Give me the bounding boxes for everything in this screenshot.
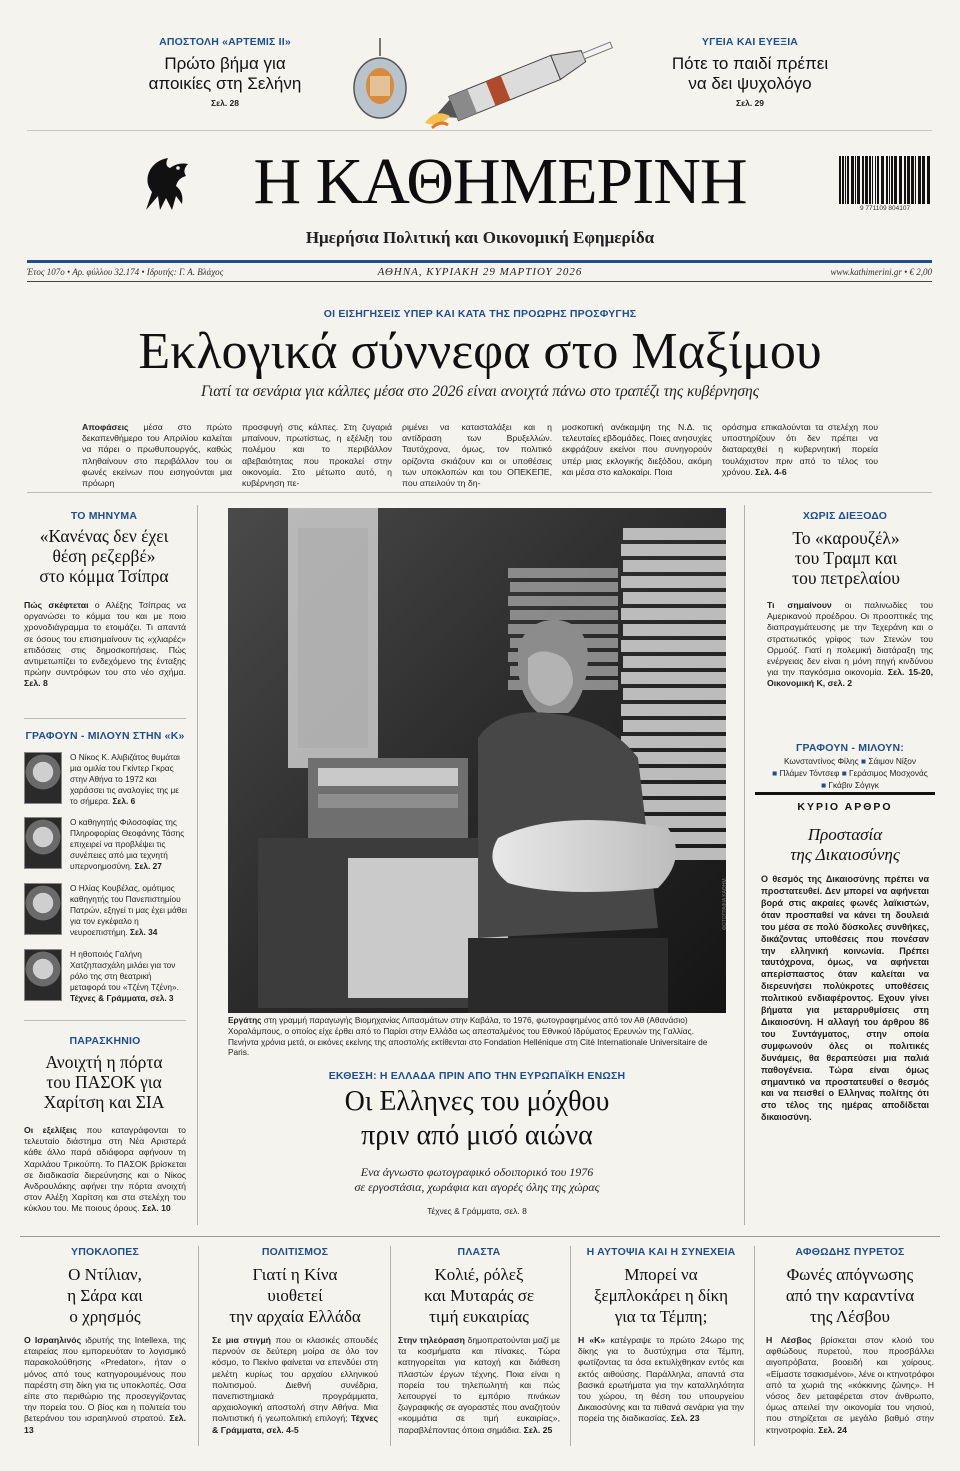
right-writer-5: Γκάβιν Σόγιγκ <box>828 780 879 790</box>
bottom-2-headline-line3: την αρχαία Ελλάδα <box>229 1307 361 1326</box>
barcode-bar <box>894 156 897 204</box>
barcode-bar <box>869 156 871 204</box>
backstage-headline[interactable] <box>20 1052 188 1112</box>
bottom-5-text: βρίσκεται στον κλοιό του αφθώδους πυρετού, που προσβάλλει αιγοπρόβατα, βοοειδή και χοίρους. «Είμαστε τσακισμένοι», λένε οι κτηνοτρόφοι από τα χωριά της «κόκκινης ζώνης». Η νόσος δεν μεταφέρεται στον άνθρωπο, όμως απειλεί την οικονομία του νησιού, που στηρίζεται σε μεγάλο βαθμό στην κτηνοτροφία. <box>766 1335 934 1435</box>
right-writer-2: Σάιμον Νίξον <box>868 756 917 766</box>
msg-ref: Σελ. 8 <box>24 678 48 689</box>
msg-headline[interactable] <box>20 526 188 586</box>
barcode-bar <box>851 156 854 204</box>
msg-headline-line3: στο κόμμα Τσίπρα <box>39 566 169 587</box>
promo-left-kicker: ΑΠΟΣΤΟΛΗ «ΑΡΤΕΜΙΣ ΙΙ» <box>159 36 291 48</box>
barcode-bar <box>877 156 879 204</box>
spacecraft-illustration <box>340 28 630 138</box>
center-subtitle-line1: Ενα άγνωστο φωτογραφικό οδοιπορικό του 1976 <box>360 1165 594 1179</box>
bottom-3-headline <box>398 1264 560 1327</box>
bottom-2-kicker: ΠΟΛΙΤΙΣΜΟΣ <box>261 1246 329 1258</box>
bottom-3-headline-line2: και Μυταράς σε <box>423 1286 535 1305</box>
backstage-body-lead: Οι εξελίξεις <box>24 1125 77 1135</box>
barcode-bar <box>847 156 849 204</box>
barcode-bar <box>842 156 844 204</box>
center-headline-line1: Οι Ελληνες του μόχθου <box>344 1086 610 1117</box>
bottom-4-body <box>578 1335 744 1435</box>
writer-2-text[interactable] <box>70 817 188 875</box>
editorial-headline-line2: της Δικαιοσύνης <box>790 844 900 864</box>
bottom-2-headline <box>212 1264 378 1327</box>
center-ref: Τέχνες & Γράμματα, σελ. 8 <box>427 1206 527 1216</box>
bottom-5-headline <box>766 1264 934 1327</box>
barcode-bar <box>918 156 921 204</box>
lead-divider <box>27 492 932 493</box>
writer-1-text[interactable] <box>70 752 188 810</box>
bottom-1-text: ιδρυτής της Intellexa, της εταιρείας που εμπορευόταν το λογισμικό παρακολούθησης «Predator», ήταν ο μόνος από τους κατηγορουμένους που παρέστη στη δίκη για τις υποκλοπές. Οσα είπε στο περιθώριο της προσεγγίζοντας την πορεία του. Ο βίος και η πολιτεία του βετεράνου του ισραηλινού στρατού. <box>24 1335 186 1424</box>
barcode-bar <box>881 156 884 204</box>
writer-2-body: Ο καθηγητής Φιλοσοφίας της Πληροφορίας Θεοφάνης Τάσης επιχειρεί να προβλέψει τις συνέπειες από μια τεχνητή υπερνοημοσύνη. <box>70 817 185 871</box>
msg-headline-line1: «Κανένας δεν έχει <box>39 526 169 546</box>
msg-headline-line2: θέση ρεζερβέ» <box>52 546 156 567</box>
bottom-1-lead: Ο Ισραηλινός <box>24 1335 82 1345</box>
writer-3-body: Ο Ηλίας Κουβέλας, ομότιμος καθηγητής του Πανεπιστημίου Πατρών, εξηγεί τι μας έχει μάθει για τον εγκέφαλο η νευροεπιστήμη. <box>70 883 187 937</box>
trump-headline[interactable] <box>762 528 930 588</box>
trump-headline-line3: του πετρελαίου <box>792 568 900 589</box>
right-writers-kicker: ΓΡΑΦΟΥΝ - ΜΙΛΟΥΝ: <box>796 742 904 754</box>
barcode-bar <box>855 156 856 204</box>
lead-col-1-lead: Αποφάσεις <box>82 422 129 432</box>
bottom-3-headline-line3: τιμή ευκαιρίας <box>429 1307 529 1326</box>
bottom-divider <box>20 1236 940 1237</box>
backstage-ref: Σελ. 10 <box>142 1203 171 1214</box>
photo-caption-lead: Εργάτης <box>228 1015 262 1025</box>
editorial-kicker: ΚΥΡΙΟ ΑΡΘΡΟ <box>797 801 893 813</box>
center-kicker: ΕΚΘΕΣΗ: Η ΕΛΛΑΔΑ ΠΡΙΝ ΑΠΟ ΤΗΝ ΕΥΡΩΠΑΪΚΗ ΕΝΩΣΗ <box>328 1070 626 1082</box>
bottom-separator-2 <box>390 1246 391 1446</box>
bottom-3-lead: Στην τηλεόραση <box>398 1335 465 1345</box>
barcode-bar <box>915 156 916 204</box>
bottom-5-headline-line1: Φωνές απόγνωσης <box>786 1265 914 1284</box>
bottom-5-kicker: ΑΦΘΩΔΗΣ ΠΥΡΕΤΟΣ <box>795 1246 905 1258</box>
barcode-bar <box>891 156 893 204</box>
msg-body-text: ο Αλέξης Τσίπρας να οργανώσει το κόμμα του και με ποιο χρονοδιάγραμμα το ετοιμάζει. Τι απαντά σε όσους του επισημαίνουν τις «χλιαρές» επιδόσεις στις δημοσκοπήσεις. Πώς αντιμετωπίζει το ενδεχόμενο της ένταξης πρώην συντρόφων του στο νέο σχήμα. <box>24 600 186 678</box>
bottom-5-headline-line3: της Λέσβου <box>810 1307 890 1326</box>
writer-3-ref: Σελ. 34 <box>130 927 158 937</box>
bottom-1-headline-line1: Ο Ντίλιαν, <box>68 1265 142 1284</box>
left-column-separator <box>197 505 198 1225</box>
editorial-box[interactable] <box>755 792 935 1197</box>
masthead-rule-thick <box>27 260 932 263</box>
promo-left-title-line1: Πρώτο βήμα για <box>164 54 286 73</box>
barcode-bar <box>907 156 910 204</box>
msg-kicker: ΤΟ ΜΗΝΥΜΑ <box>70 510 138 522</box>
bottom-4-text: κατέγραψε το πρώτο 24ωρο της δίκης για το δυστύχημα στα Τέμπη, φωτίζοντας τα όσα εκτυλίχθηκαν εντός και εκτός αιθούσης. Παράλληλα, απαντά στα βασικά ερωτήματα για την καταλληλότητα του χώρου, τη θέση του υπουργείου Δικαιοσύνης και τα πιθανά σενάρια για την πορεία της διαδικασίας. <box>578 1335 744 1424</box>
center-subtitle-line2: σε εργοστάσια, χωράφια και αγορές όλης της χώρας <box>354 1180 600 1194</box>
barcode-icon <box>838 156 932 204</box>
lead-col-4 <box>562 422 712 484</box>
center-headline[interactable] <box>228 1085 726 1153</box>
griffin-logo-icon <box>138 152 196 214</box>
writer-1-ref: Σελ. 6 <box>112 796 136 806</box>
lead-col-5-text: ορόσημα επικαλούνται τα στελέχη που υποστηρίζουν ότι δεν πρέπει να διαταραχθεί η κυβερνητική πορεία τουλάχιστον πριν από το τέλος του χρόνου. <box>722 422 878 477</box>
promo-left[interactable] <box>110 36 340 121</box>
bottom-2-headline-line2: υιοθετεί <box>267 1286 323 1305</box>
right-writers-list: Κωνσταντίνος Φίλης ■ Σάιμον Νίξον ■ Πλάμεν Τόντσεφ ■ Γεράσιμος Μοσχονάς ■ Γκάβιν Σόγιγκ <box>772 756 928 790</box>
barcode-bar <box>875 156 876 204</box>
bottom-4-headline <box>578 1264 744 1327</box>
backstage-kicker: ΠΑΡΑΣΚΗΝΙΟ <box>69 1035 141 1047</box>
edition-date: ΑΘΗΝΑ, ΚΥΡΙΑΚΗ 29 ΜΑΡΤΙΟΥ 2026 <box>377 266 583 278</box>
writer-4-photo <box>24 949 62 1001</box>
bottom-story-2[interactable] <box>212 1246 378 1446</box>
bottom-2-lead: Σε μια στιγμή <box>212 1335 271 1345</box>
bottom-4-headline-line3: για τα Τέμπη; <box>614 1307 708 1326</box>
promo-left-ref: Σελ. 28 <box>210 98 240 109</box>
edition-info: Έτος 107ο • Αρ. φύλλου 32.174 • Ιδρυτής: Γ. Α. Βλάχος <box>27 267 224 277</box>
barcode-bar <box>899 156 902 204</box>
trump-body <box>767 600 933 692</box>
backstage-headline-line3: Χαρίτση και ΣΙΑ <box>43 1092 165 1113</box>
bottom-5-body <box>766 1335 934 1435</box>
barcode-bar <box>845 156 846 204</box>
bottom-2-ref: Τέχνες & Γράμματα, σελ. 4-5 <box>212 1413 378 1435</box>
trump-headline-line1: Το «καρουζέλ» <box>792 528 900 548</box>
promo-right[interactable] <box>640 36 860 121</box>
promo-right-title-line1: Πότε το παιδί πρέπει <box>671 54 829 73</box>
bottom-1-headline <box>24 1264 186 1327</box>
lead-headline[interactable]: Εκλογικά σύννεφα στο Μαξίμου <box>138 323 822 380</box>
barcode-bar <box>911 156 914 204</box>
bottom-story-1[interactable] <box>24 1246 186 1446</box>
bottom-2-text: που οι κλασικές σπουδές περνούν σε δεύτερη μοίρα σε όλο τον κόσμο, το Πεκίνο φαίνεται να επενδύει στη μελέτη κυρίως του αρχαίου ελληνικού πολιτισμού. Διεθνή συνέδρια, πανεπιστημιακά προγράμματα, αρχαιολογική αποστολή στην Αθήνα. Μια πολιτιστική ή γεωπολιτική επιλογή; <box>212 1335 378 1424</box>
lead-col-3-text: ριμένει να κατασταλάξει και η αντίδραση των Βρυξελλών. Ταυτόχρονα, όμως, τον πολιτικό ορίζοντα σκιάζουν και οι υποθέσεις των υποκλοπών και του ΟΠΕΚΕΠΕ, που απειλούν τη δη- <box>402 422 552 489</box>
bottom-3-text: δημοπρατούνται μαζί με τα κοσμήματα και πίνακες. Τώρα κατηγορείται για κατοχή και διάθεση πλαστών έργων τέχνης. Ποια είναι η πορεία του τηλεπωλητή και πώς λειτουργεί το εμπόριο πινάκων ζωγραφικής σε αγοραστές που αναζητούν «κομμάτια σε τιμή ευκαιρίας», παραβλέποντας όποια σημάδια. <box>398 1335 561 1435</box>
msg-body-lead: Πώς σκέφτεται <box>24 600 89 610</box>
factory-worker-photo[interactable] <box>228 508 726 1013</box>
bottom-1-body <box>24 1335 186 1435</box>
bottom-2-body <box>212 1335 378 1435</box>
bottom-4-lead: Η «Κ» <box>578 1335 606 1345</box>
bottom-story-4[interactable] <box>578 1246 744 1446</box>
barcode-bar <box>865 156 868 204</box>
writer-3-photo <box>24 883 62 935</box>
masthead-subtitle: Ημερήσια Πολιτική και Οικονομική Εφημερίδα <box>305 228 655 247</box>
trump-body-text: οι παλινωδίες του Αμερικανού προέδρου. Οι προοπτικές της διαπραγμάτευσης με την Τεχεράνη και ο στρατιωτικός γρίφος των Στενών του Ορμούζ. Γιατί η πολεμική διατάραξη της ενέργειας δεν είναι η μόνη πηγή κινδύνου για την παγκόσμια οικονομία. <box>767 600 934 678</box>
writers-kicker: ΓΡΑΦΟΥΝ - ΜΙΛΟΥΝ ΣΤΗΝ «Κ» <box>25 730 185 742</box>
bottom-4-headline-line2: ξεμπλοκάρει η δίκη <box>593 1286 729 1305</box>
barcode-bar <box>857 156 860 204</box>
barcode-bar <box>872 156 873 204</box>
writer-4-ref: Τέχνες & Γράμματα, σελ. 3 <box>70 993 174 1003</box>
editorial-headline-line1: Προστασία <box>807 825 883 844</box>
website-price[interactable]: www.kathimerini.gr • € 2,00 <box>830 267 932 277</box>
center-subtitle <box>228 1165 726 1195</box>
bottom-2-headline-line1: Γιατί η Κίνα <box>252 1265 338 1284</box>
photo-caption-text: στη γραμμή παραγωγής Βιομηχανίας Λιπασμάτων στην Καβάλα, το 1976, φωτογραφημένος από τον Αθ (Αθανάσιο) Χοραλάμπους, ο οποίος είχε έρθει από το Παρίσι στην Ελλάδα ως απεσταλμένος του Εθνικού Ιδρύματος Ερευνών της Γαλλίας. Πενήντα χρόνια μετά, οι εικόνες εκείνης της αποστολής εκτίθενται στο Fondation Hellénique στη Cité Internationale Universitaire de Paris. <box>228 1015 708 1058</box>
trump-kicker: ΧΩΡΙΣ ΔΙΕΞΟΔΟ <box>802 510 888 522</box>
masthead-title: Η ΚΑΘΗΜΕΡΙΝΗ <box>253 145 747 218</box>
bottom-1-headline-line3: ο χρησμός <box>69 1307 141 1326</box>
promo-left-title-line2: αποικίες στη Σελήνη <box>148 73 302 93</box>
barcode-bar <box>886 156 888 204</box>
writer-3-text[interactable] <box>70 883 188 941</box>
bottom-separator-4 <box>754 1246 755 1446</box>
barcode-bar <box>839 156 841 204</box>
masthead-rule-thin <box>27 281 932 282</box>
barcode-bar <box>922 156 925 204</box>
trump-ref: Σελ. 15-20, Οικονομική Κ, σελ. 2 <box>767 667 933 689</box>
promo-right-kicker: ΥΓΕΙΑ ΚΑΙ ΕΥΕΞΙΑ <box>701 36 799 48</box>
barcode-bar <box>904 156 906 204</box>
bottom-3-body <box>398 1335 560 1435</box>
bottom-1-ref: Σελ. 13 <box>24 1413 186 1435</box>
left-divider-2 <box>24 1020 186 1021</box>
bottom-3-kicker: ΠΛΑΣΤΑ <box>457 1246 501 1258</box>
writer-1-photo <box>24 752 62 804</box>
backstage-body <box>24 1125 186 1217</box>
backstage-headline-line2: του ΠΑΣΟΚ για <box>46 1072 162 1093</box>
lead-col-1-text: μέσα στο πρώτο δεκαπενθήμερο του Απριλίου καλείται να πάρει ο πρωθυπουργός, καθώς πληθαίνουν στο περιβάλλον του οι φωνές εκείνων που εισηγούνται μια πρόωρη <box>82 422 232 489</box>
bottom-3-ref: Σελ. 25 <box>523 1424 553 1435</box>
lead-col-2-text: προσφυγή στις κάλπες. Στη ζυγαριά μπαίνουν, πρωτίστως, η εξέλιξη του πολέμου και το περιβάλλον αβεβαιότητας που προκαλεί στην οικονομία. Στο μέτωπο αυτό, η κυβέρνηση πε- <box>242 422 392 489</box>
backstage-body-text: που καταγράφονται το τελευταίο διάστημα στη Νέα Αριστερά κάθε άλλο παρά αδιάφορα αφήνουν τη Χαριλάου Τρικούπη. Το ΠΑΣΟΚ βρίσκεται σε διαδικασία διερεύνησης και ο Νίκος Ανδρουλάκης αφήνει την πόρτα ανοιχτή στον Αλέξη Χαρίτση και στα στελέχη του κύκλου του. Με ποιους όρους. <box>24 1125 186 1214</box>
bottom-story-3[interactable] <box>398 1246 560 1446</box>
writer-1-body: Ο Νίκος Κ. Αλιβιζάτος θυμάται μια ομιλία του Γκίντερ Γκρας στην Αθήνα το 1972 και χαράσσει τις αναλογίες της με το σήμερα. <box>70 752 180 806</box>
editorial-headline <box>755 825 935 864</box>
lead-col-1 <box>82 422 232 489</box>
right-writer-4: Γεράσιμος Μοσχονάς <box>849 768 928 778</box>
center-headline-line2: πριν από μισό αιώνα <box>361 1120 593 1151</box>
barcode-bar <box>927 156 930 204</box>
writer-4-text[interactable] <box>70 949 188 1007</box>
bottom-story-5[interactable] <box>766 1246 934 1446</box>
backstage-headline-line1: Ανοιχτή η πόρτα <box>45 1052 163 1072</box>
writer-2-ref: Σελ. 27 <box>134 861 162 871</box>
photo-credit: ΦΩΤΟΓΡΑΦΙΑ ΚΑΘΗΜ. <box>722 877 728 930</box>
trump-headline-line2: του Τραμπ και <box>794 548 898 569</box>
right-writer-1: Κωνσταντίνος Φίλης <box>783 756 859 766</box>
writer-2-photo <box>24 817 62 869</box>
bottom-4-headline-line1: Μπορεί να <box>624 1265 698 1284</box>
msg-body <box>24 600 186 692</box>
barcode-bar <box>862 156 864 204</box>
lead-col-2 <box>242 422 392 489</box>
bottom-1-headline-line2: η Σάρα και <box>67 1286 143 1305</box>
bottom-4-kicker: Η ΑΥΤΟΨΙΑ ΚΑΙ Η ΣΥΝΕΧΕΙΑ <box>586 1246 736 1258</box>
lead-col-5-ref: Σελ. 4-6 <box>755 466 787 477</box>
right-column-separator <box>744 505 745 1225</box>
barcode-number: 9 771109 804107 <box>859 205 911 212</box>
lead-subtitle: Γιατί τα σενάρια για κάλπες μέσα στο 2026 είναι ανοιχτά πάνω στο τραπέζι της κυβέρνησης <box>200 383 760 400</box>
bottom-separator-3 <box>570 1246 571 1446</box>
promo-right-title-line2: να δει ψυχολόγο <box>688 73 812 93</box>
bottom-4-ref: Σελ. 23 <box>670 1413 700 1424</box>
bottom-separator-1 <box>198 1246 199 1446</box>
photo-caption <box>228 1015 726 1058</box>
lead-kicker: ΟΙ ΕΙΣΗΓΗΣΕΙΣ ΥΠΕΡ ΚΑΙ ΚΑΤΑ ΤΗΣ ΠΡΟΩΡΗΣ ΠΡΟΣΦΥΓΗΣ <box>323 308 637 320</box>
left-divider-1 <box>24 718 186 719</box>
writer-4-body: Η ηθοποιός Γαλήνη Χατζηπασχάλη μιλάει για τον ρόλο της στη θεατρική μεταφορά του «Τζένη Τζένη». <box>70 949 179 992</box>
barcode-bar <box>889 156 890 204</box>
bottom-5-ref: Σελ. 24 <box>818 1424 847 1435</box>
editorial-body: Ο θεσμός της Δικαιοσύνης πρέπει να προστατευθεί. Δεν μπορεί να αφήνεται βορά στις ακραίες φωνές λαϊκιστών, όταν προσπαθεί να κάνει τη δουλειά του μέσα σε πολύ δύσκολες συνθήκες, δικάζοντας υποθέσεις που πονέσαν την ελληνική κοινωνία. Πρέπει ταυτόχρονα, όμως, να αφήνεται απερίσπαστος όταν καλείται να διερευνήσει πολύκροτες υποθέσεις πολιτικού ενδιαφέροντος. Εχουν γίνει βήματα για μεταρρυθμίσεις στη Δικαιοσύνη. Η αλλαγή του άρθρου 86 του Συντάγματος, στην οποία συμφωνούν όλες οι πολιτικές δυνάμεις, θα θεραπεύσει μια παλιά παθογένεια. Τώρα είναι όμως σημαντικό να προστατευθεί ο θεσμός και να πεισθεί ο Ελληνας πολίτης ότι στο τέλος της ημέρας αποδίδεται δικαιοσύνη. <box>761 874 929 1123</box>
bottom-3-headline-line1: Κολιέ, ρόλεξ <box>434 1265 524 1284</box>
right-writer-3: Πλάμεν Τόντσεφ <box>779 768 840 778</box>
bottom-1-kicker: ΥΠΟΚΛΟΠΕΣ <box>71 1246 139 1258</box>
bottom-5-lead: Η Λέσβος <box>766 1335 812 1345</box>
lead-col-5 <box>722 422 878 484</box>
trump-body-lead: Τι σημαίνουν <box>767 600 832 610</box>
bottom-5-headline-line2: από την καραντίνα <box>785 1286 915 1305</box>
top-divider <box>27 130 932 131</box>
lead-col-4-text: μοσκοπική ανάκαμψη της Ν.Δ. τις τελευταίες εβδομάδες. Ποιες ανησυχίες εκφράζουν εκείνοι που συνηγορούν υπέρ μιας εκλογικής διεξόδου, ακόμη και μέσα στο καλοκαίρι. Ποια <box>562 422 712 477</box>
lead-col-3 <box>402 422 552 489</box>
promo-right-ref: Σελ. 29 <box>735 98 765 109</box>
